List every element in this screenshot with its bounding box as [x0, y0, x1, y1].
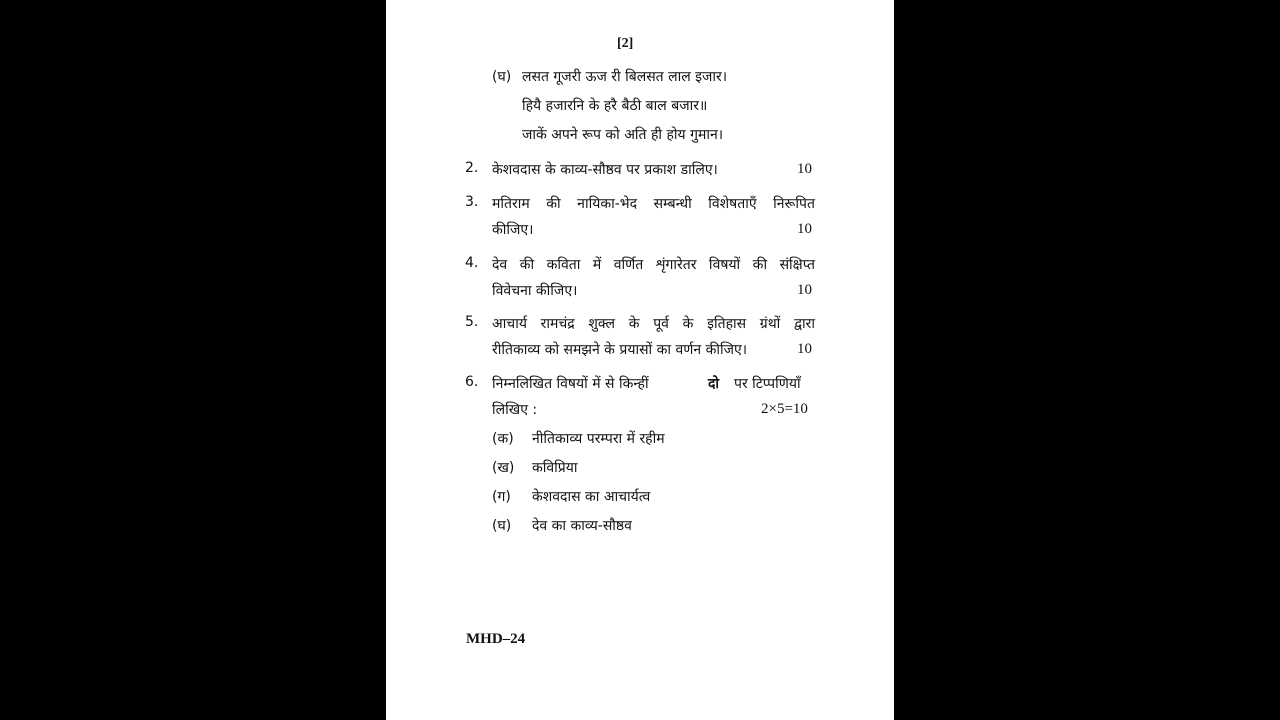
- option-label: (क): [492, 431, 514, 447]
- question-marks: 2×5=10: [761, 401, 808, 417]
- question-text: पर टिप्पणियाँ: [734, 376, 801, 392]
- question-marks: 10: [797, 282, 812, 298]
- option-label: (ग): [492, 489, 511, 505]
- question-text: लिखिए :: [492, 402, 538, 418]
- option-text: कविप्रिया: [532, 460, 578, 476]
- verse-line: जाकें अपने रूप को अति ही होय गुमान।: [522, 127, 724, 143]
- question-text: देव की कविता में वर्णित शृंगारेतर विषयों की संक्षिप्त: [492, 257, 815, 273]
- question-number: 2.: [465, 160, 479, 176]
- question-marks: 10: [797, 161, 812, 177]
- option-text: देव का काव्य-सौष्ठव: [532, 518, 632, 534]
- option-label: (ख): [492, 460, 515, 476]
- question-number: 3.: [465, 194, 479, 210]
- question-text: रीतिकाव्य को समझने के प्रयासों का वर्णन कीजिए।: [492, 342, 748, 358]
- verse-line: लसत गूजरी ऊज री बिलसत लाल इजार।: [522, 69, 728, 85]
- verse-label: (घ): [492, 69, 512, 85]
- question-text: मतिराम की नायिका-भेद सम्बन्धी विशेषताएँ निरूपित: [492, 196, 815, 212]
- option-text: केशवदास का आचार्यत्व: [532, 489, 651, 505]
- question-number: 6.: [465, 374, 479, 390]
- question-text: विवेचना कीजिए।: [492, 283, 578, 299]
- question-marks: 10: [797, 341, 812, 357]
- question-number: 4.: [465, 255, 479, 271]
- option-label: (घ): [492, 518, 512, 534]
- question-text-emphasis: दो: [708, 376, 720, 392]
- page-number: [2]: [617, 36, 634, 51]
- question-number: 5.: [465, 314, 479, 330]
- question-text: केशवदास के काव्य-सौष्ठव पर प्रकाश डालिए।: [492, 162, 718, 178]
- verse-line: हियै हजारनि के हरै बैठी बाल बजार॥: [522, 98, 708, 114]
- question-text: कीजिए।: [492, 222, 534, 238]
- exam-page: [386, 0, 894, 720]
- paper-code: MHD–24: [466, 631, 526, 647]
- option-text: नीतिकाव्य परम्परा में रहीम: [532, 431, 665, 447]
- question-text: आचार्य रामचंद्र शुक्ल के पूर्व के इतिहास ग्रंथों द्वारा: [492, 316, 815, 332]
- question-text: निम्नलिखित विषयों में से किन्हीं: [492, 376, 649, 392]
- question-marks: 10: [797, 221, 812, 237]
